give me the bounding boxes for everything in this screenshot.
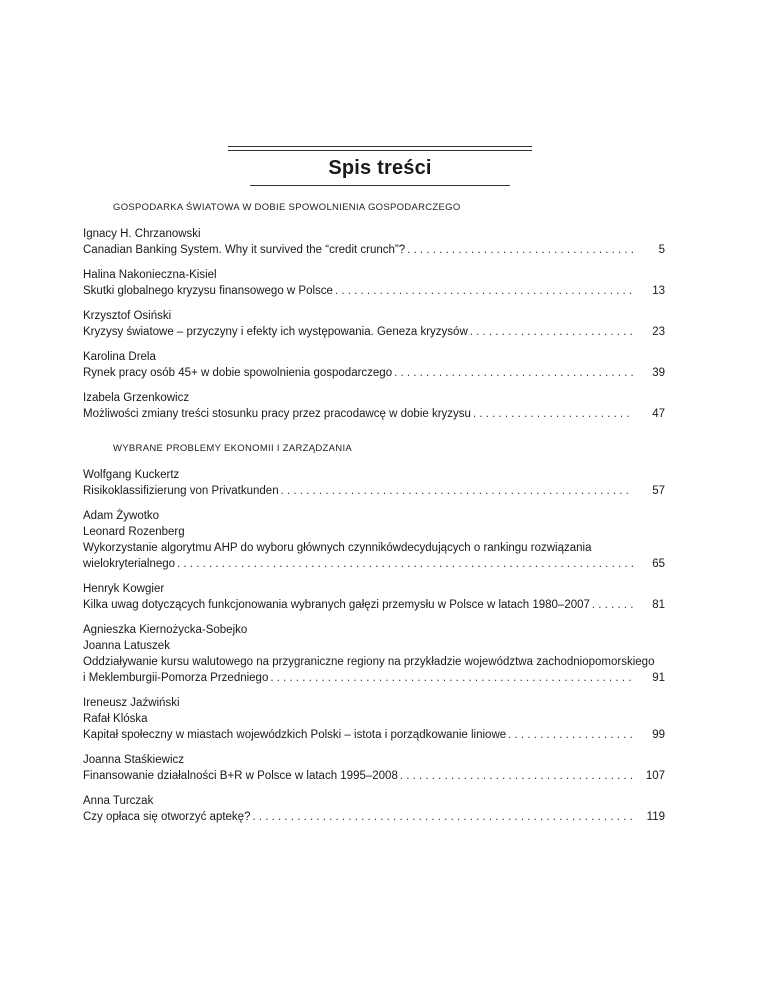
entry-author: Halina Nakonieczna-Kisiel (83, 269, 217, 281)
page-number[interactable]: 5 (658, 244, 665, 256)
entry-title-row (83, 597, 665, 613)
entry-title: Możliwości zmiany treści stosunku pracy przez pracodawcę w dobie kryzysu (83, 408, 471, 420)
section-heading: GOSPODARKA ŚWIATOWA W DOBIE SPOWOLNIENIA GOSPODARCZEGO (113, 202, 461, 213)
entry-title-row (83, 768, 665, 784)
entry-author: Karolina Drela (83, 351, 156, 363)
toc-entry[interactable] (83, 349, 665, 381)
toc-entry[interactable] (83, 622, 665, 686)
title-bottom-rule (250, 185, 510, 186)
dot-leader (592, 597, 633, 613)
entry-author: Henryk Kowgier (83, 583, 165, 595)
entry-title: Oddziaływanie kursu walutowego na przygraniczne regiony na przykładzie województwa zachodniopomorskiego (83, 656, 655, 668)
entry-title-row (83, 242, 665, 258)
toc-entry[interactable] (83, 508, 665, 572)
dot-leader (470, 324, 633, 340)
entry-title: Wykorzystanie algorytmu AHP do wyboru głównych czynnikówdecydujących o rankingu rozwiązania (83, 542, 592, 554)
entry-title: Czy opłaca się otworzyć aptekę? (83, 811, 251, 823)
entry-title: Kapitał społeczny w miastach wojewódzkich Polski – istota i porządkowanie liniowe (83, 729, 507, 741)
toc-entry[interactable] (83, 226, 665, 258)
dot-leader (177, 556, 633, 572)
page-number[interactable]: 81 (652, 599, 665, 611)
page-title: Spis treści (328, 157, 432, 179)
dot-leader (400, 768, 633, 784)
entry-title-row (83, 727, 665, 743)
entry-title-row (83, 670, 665, 686)
title-block (228, 146, 532, 186)
page-number[interactable]: 13 (652, 285, 665, 297)
toc-entry[interactable] (83, 581, 665, 613)
entry-author: Agnieszka Kiernożycka-Sobejko (83, 624, 248, 636)
dot-leader (270, 670, 633, 686)
entry-author: Rafał Klóska (83, 713, 148, 725)
entry-title: Canadian Banking System. Why it survived the “credit crunch”? (83, 244, 406, 256)
toc-entry[interactable] (83, 390, 665, 422)
dot-leader (252, 809, 633, 825)
entry-author: Izabela Grzenkowicz (83, 392, 190, 404)
toc-entry[interactable] (83, 267, 665, 299)
page-number[interactable]: 119 (646, 811, 665, 823)
entry-title: Risikoklassifizierung von Privatkunden (83, 485, 279, 497)
entry-author: Krzysztof Osiński (83, 310, 172, 322)
toc-entry[interactable] (83, 793, 665, 825)
page-number[interactable]: 39 (652, 367, 665, 379)
entry-title: i Meklemburgii-Pomorza Przedniego (83, 672, 269, 684)
page-number[interactable]: 107 (645, 770, 665, 782)
entry-title-row (83, 406, 665, 422)
dot-leader (407, 242, 633, 258)
table-of-contents (83, 201, 665, 834)
entry-author: Anna Turczak (83, 795, 154, 807)
entry-title: Kilka uwag dotyczących funkcjonowania wybranych gałęzi przemysłu w Polsce w latach 1980–2007 (83, 599, 590, 611)
entry-title-row (83, 365, 665, 381)
entry-title: Kryzysy światowe – przyczyny i efekty ich występowania. Geneza kryzysów (83, 326, 468, 338)
page-number[interactable]: 47 (652, 408, 665, 420)
toc-entry[interactable] (83, 308, 665, 340)
dot-leader (508, 727, 633, 743)
entry-title-row (83, 556, 665, 572)
toc-entry[interactable] (83, 467, 665, 499)
dot-leader (335, 283, 633, 299)
entry-title: Finansowanie działalności B+R w Polsce w latach 1995–2008 (83, 770, 398, 782)
toc-entry[interactable] (83, 695, 665, 743)
entry-title: wielokryterialnego (83, 558, 176, 570)
title-top-rule (228, 146, 532, 151)
dot-leader (394, 365, 633, 381)
page-number[interactable]: 99 (652, 729, 665, 741)
dot-leader (473, 406, 633, 422)
page-number[interactable]: 23 (652, 326, 665, 338)
entry-author: Joanna Staśkiewicz (83, 754, 184, 766)
entry-title: Skutki globalnego kryzysu finansowego w Polsce (83, 285, 333, 297)
entry-title-row (83, 324, 665, 340)
dot-leader (281, 483, 633, 499)
entry-title-row (83, 283, 665, 299)
entry-author: Joanna Latuszek (83, 640, 170, 652)
entry-author: Ireneusz Jaźwiński (83, 697, 180, 709)
section-heading: WYBRANE PROBLEMY EKONOMII I ZARZĄDZANIA (113, 443, 353, 454)
entry-author: Ignacy H. Chrzanowski (83, 228, 201, 240)
entry-author: Leonard Rozenberg (83, 526, 185, 538)
page-number[interactable]: 65 (652, 558, 665, 570)
toc-entry[interactable] (83, 752, 665, 784)
entry-author: Wolfgang Kuckertz (83, 469, 180, 481)
entry-author: Adam Żywotko (83, 510, 160, 522)
entry-title: Rynek pracy osób 45+ w dobie spowolnienia gospodarczego (83, 367, 393, 379)
entry-title-row (83, 483, 665, 499)
page-number[interactable]: 91 (652, 672, 665, 684)
page-number[interactable]: 57 (652, 485, 665, 497)
entry-title-row (83, 809, 665, 825)
